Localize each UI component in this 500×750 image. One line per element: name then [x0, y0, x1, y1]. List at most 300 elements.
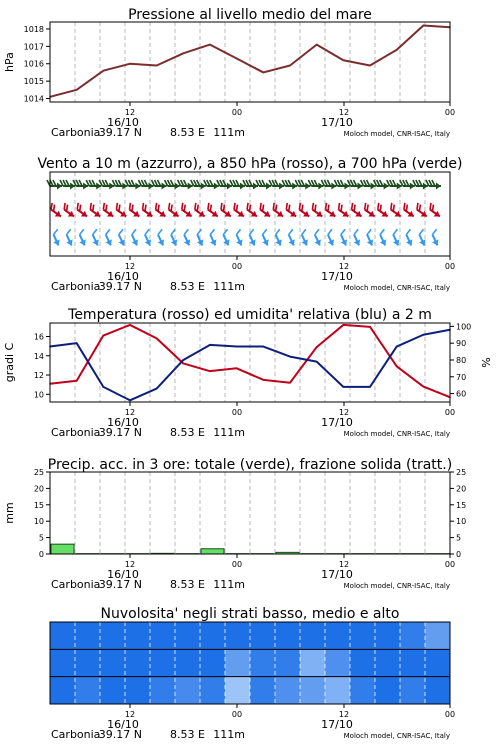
cloud-cell [175, 622, 201, 650]
wind-barb [177, 203, 195, 219]
wind-barb [399, 203, 417, 219]
barb-head [145, 239, 153, 246]
pressure-line-point [423, 25, 425, 27]
barb-head [223, 239, 231, 246]
barb-head [328, 239, 336, 246]
barb-feather [235, 229, 242, 234]
wind-barb [321, 203, 339, 219]
cloud-cell [225, 649, 251, 677]
barb-head [341, 239, 349, 246]
wind-barb [140, 229, 155, 247]
humidity-line-point [156, 388, 158, 390]
y-tick-label: 25 [456, 468, 467, 477]
y-tick-label: 20 [33, 484, 44, 494]
station-alt: 111m [213, 280, 245, 293]
barb-feather [248, 229, 255, 234]
cloud-cell [325, 677, 351, 705]
x-tick-label: 00 [444, 408, 456, 417]
station-lon: 8.53 E [170, 280, 205, 293]
barb-feather [353, 229, 360, 234]
barb-feather [131, 229, 138, 234]
day-label: 17/10 [321, 116, 353, 129]
wind-barb [86, 203, 104, 219]
pressure-line-point [396, 49, 398, 51]
wind-barb [426, 180, 441, 190]
wind-barb [47, 180, 62, 190]
cloud-cell [350, 649, 376, 677]
station-alt: 111m [213, 426, 245, 439]
cloud-cell [75, 677, 101, 705]
cloud-cell [100, 677, 126, 705]
cloud-cell [350, 622, 376, 650]
wind-barb [308, 203, 326, 219]
wind-barb [412, 203, 430, 219]
barb-feather [418, 229, 425, 234]
pressure-line-point [369, 65, 371, 67]
cloud-cell [400, 622, 426, 650]
barb-feather [340, 229, 347, 234]
station-lat: 39.17 N [98, 578, 142, 591]
wind-barb [75, 229, 90, 247]
wind-barb [256, 203, 274, 219]
cloud-cell [250, 677, 276, 705]
wind-barb [413, 180, 428, 190]
barb-feather [183, 229, 190, 234]
temperature-line-point [316, 346, 318, 348]
temperature-line-point [103, 335, 105, 337]
wind-barb [86, 180, 101, 190]
barb-head [53, 239, 61, 246]
y-tick-label: 1018 [23, 24, 44, 34]
barb-head [275, 239, 283, 246]
wind-barb [323, 229, 338, 247]
day-label: 17/10 [321, 718, 353, 731]
cloud-cell [375, 622, 401, 650]
y-tick-label: 12 [33, 371, 44, 381]
wind-barb [190, 203, 208, 219]
temperature-line-point [343, 324, 345, 326]
model-credit: Moloch model, CNR-ISAC, Italy [343, 582, 450, 590]
station-lon: 8.53 E [170, 126, 205, 139]
temperature-line-point [289, 382, 291, 384]
wind-barb [400, 180, 415, 190]
cloud-cell [275, 649, 301, 677]
day-label: 16/10 [107, 568, 139, 581]
wind-barb [125, 203, 143, 219]
day-label: 17/10 [321, 568, 353, 581]
humidity-line-point [236, 346, 238, 348]
wind-barb [361, 180, 376, 190]
temperature-line-point [369, 326, 371, 328]
temperature-line-point [209, 370, 211, 372]
wind-barb [415, 229, 430, 247]
barb-head [432, 239, 440, 246]
barb-feather [65, 229, 72, 234]
wind-barb [374, 180, 389, 190]
y-axis-label: gradi C [3, 342, 16, 383]
humidity-line-point [369, 386, 371, 388]
barb-head [79, 239, 87, 246]
station-lat: 39.17 N [98, 126, 142, 139]
station-lat: 39.17 N [98, 280, 142, 293]
wind-barb [350, 229, 365, 247]
station-lat: 39.17 N [98, 728, 142, 741]
wind-barb [127, 229, 142, 247]
y-tick-label: 0 [38, 550, 44, 559]
cloud-cell [125, 622, 151, 650]
station-lat: 39.17 N [98, 426, 142, 439]
y-tick-label: 15 [33, 500, 44, 510]
temperature-line-point [236, 367, 238, 369]
wind-barb [206, 229, 221, 247]
barb-head [236, 239, 244, 246]
pressure-line-point [209, 44, 211, 46]
barb-feather [327, 229, 334, 234]
temperature-line-point [396, 366, 398, 368]
humidity-line-point [289, 356, 291, 358]
cloud-cell [350, 677, 376, 705]
cloud-cell [425, 677, 451, 705]
barb-feather [78, 229, 85, 234]
y-tick-label: 20 [456, 484, 467, 494]
x-tick-label: 12 [124, 560, 136, 569]
barb-head [380, 239, 388, 246]
model-credit: Moloch model, CNR-ISAC, Italy [343, 732, 450, 740]
chart-title: Precip. acc. in 3 ore: totale (verde), frazione solida (tratt.) [47, 457, 453, 473]
wind-barb [191, 180, 206, 190]
wind-barb [217, 180, 232, 190]
barb-head [119, 239, 127, 246]
barb-head [158, 239, 166, 246]
model-credit: Moloch model, CNR-ISAC, Italy [343, 284, 450, 292]
wind-barb [258, 229, 273, 247]
station-name: Carbonia [51, 126, 101, 139]
wind-barb [151, 203, 169, 219]
x-tick-label: 12 [124, 408, 136, 417]
pressure-line-point [316, 44, 318, 46]
y-tick-label: 5 [38, 533, 44, 543]
wind-barb [269, 203, 287, 219]
wind-barb [49, 229, 64, 247]
y-tick-label: 80 [456, 355, 467, 365]
wind-barb [295, 203, 313, 219]
x-tick-label: 00 [444, 108, 456, 117]
cloud-cell [75, 622, 101, 650]
y-tick-label: 14 [33, 351, 44, 361]
y-tick-label: 5 [456, 533, 462, 543]
temperature-line-point [183, 363, 185, 365]
wind-barb [428, 229, 443, 247]
barb-head [132, 239, 140, 246]
cloud-cell [175, 649, 201, 677]
wind-barb [334, 203, 352, 219]
barb-feather [431, 229, 438, 234]
wind-barb [154, 229, 169, 247]
plot-frame [50, 22, 450, 102]
wind-barb [164, 203, 182, 219]
wind-barb [138, 180, 153, 190]
cloud-cell [325, 622, 351, 650]
wind-barb [282, 180, 297, 190]
day-label: 17/10 [321, 416, 353, 429]
y-axis-label: hPa [3, 52, 16, 72]
wind-barb [230, 180, 245, 190]
x-tick-label: 00 [231, 408, 243, 417]
wind-barb [60, 180, 75, 190]
x-tick-label: 12 [338, 408, 350, 417]
wind-barb [389, 229, 404, 247]
wind-barb [138, 203, 156, 219]
x-tick-label: 00 [231, 710, 243, 719]
wind-barb [230, 203, 248, 219]
day-label: 16/10 [107, 116, 139, 129]
x-tick-label: 12 [124, 262, 136, 271]
wind-barb [152, 180, 167, 190]
station-name: Carbonia [51, 728, 101, 741]
temperature-line-point [129, 324, 131, 326]
wind-barb [180, 229, 195, 247]
cloud-cell [100, 622, 126, 650]
barb-head [315, 239, 323, 246]
y-tick-label: 90 [456, 339, 467, 349]
cloud-cell [300, 677, 326, 705]
temperature-line-point [76, 380, 78, 382]
y-tick-label: 10 [456, 517, 467, 527]
pressure-line-point [343, 59, 345, 61]
cloud-cell [300, 649, 326, 677]
humidity-line-point [263, 346, 265, 348]
wind-barb [387, 180, 402, 190]
cloud-cell [100, 649, 126, 677]
cloud-cell [325, 649, 351, 677]
y-tick-label: 25 [33, 468, 44, 477]
humidity-line-point [316, 361, 318, 363]
wind-barb [402, 229, 417, 247]
wind-barb [88, 229, 103, 247]
barb-head [210, 239, 218, 246]
cloud-cell [150, 622, 176, 650]
barb-feather [392, 229, 399, 234]
wind-barb [99, 203, 117, 219]
precip-bar [51, 544, 74, 554]
cloud-cell [275, 622, 301, 650]
station-lon: 8.53 E [170, 426, 205, 439]
wind-barb [101, 229, 116, 247]
cloud-cell [225, 677, 251, 705]
x-tick-label: 00 [444, 262, 456, 271]
x-tick-label: 00 [231, 262, 243, 271]
wind-barb [282, 203, 300, 219]
cloud-cell [375, 649, 401, 677]
y-tick-label: 16 [33, 332, 44, 342]
barb-feather [104, 229, 111, 234]
wind-barb [284, 229, 299, 247]
day-label: 16/10 [107, 270, 139, 283]
barb-feather [287, 229, 294, 234]
y-tick-label: 15 [456, 500, 467, 510]
station-name: Carbonia [51, 426, 101, 439]
barb-feather [196, 229, 203, 234]
cloud-cell [50, 649, 76, 677]
wind-barb [334, 180, 349, 190]
barb-head [436, 183, 441, 190]
chart-title: Pressione al livello medio del mare [128, 7, 372, 23]
wind-barb [308, 180, 323, 190]
x-tick-label: 00 [231, 560, 243, 569]
chart-title: Temperatura (rosso) ed umidita' relativa (blu) a 2 m [68, 307, 432, 323]
wind-barb [256, 180, 271, 190]
barb-head [406, 239, 414, 246]
pressure-line-point [156, 65, 158, 67]
cloud-cell [425, 649, 451, 677]
day-label: 16/10 [107, 416, 139, 429]
station-name: Carbonia [51, 280, 101, 293]
cloud-cover-chart [50, 606, 455, 741]
wind-barb [112, 203, 130, 219]
temperature-line-point [423, 386, 425, 388]
cloud-cell [200, 677, 226, 705]
temperature-humidity-chart [3, 307, 493, 439]
precipitation-chart [3, 457, 466, 591]
humidity-line-point [183, 359, 185, 361]
barb-feather [144, 229, 151, 234]
cloud-cell [375, 677, 401, 705]
barb-head [66, 239, 74, 246]
cloud-cell [125, 677, 151, 705]
wind-barb [219, 229, 234, 247]
station-alt: 111m [213, 126, 245, 139]
barb-head [249, 239, 257, 246]
barb-head [262, 239, 270, 246]
chart-title: Vento a 10 m (azzurro), a 850 hPa (rosso), a 700 hPa (verde) [37, 156, 463, 172]
wind-barb [99, 180, 114, 190]
wind-barb [243, 203, 261, 219]
wind-barb [165, 180, 180, 190]
y-tick-label: 10 [33, 517, 44, 527]
x-tick-label: 12 [124, 108, 136, 117]
wind-barb [295, 180, 310, 190]
wind-barb [204, 180, 219, 190]
pressure-line-point [236, 58, 238, 60]
wind-barb [232, 229, 247, 247]
cloud-cell [425, 622, 451, 650]
cloud-cell [275, 677, 301, 705]
cloud-cell [150, 677, 176, 705]
barb-head [367, 239, 375, 246]
humidity-line-point [343, 386, 345, 388]
humidity-line-point [76, 342, 78, 344]
pressure-line-point [129, 63, 131, 65]
barb-head [302, 239, 310, 246]
wind-barb [167, 229, 182, 247]
cloud-cell [50, 677, 76, 705]
pressure-line-point [263, 72, 265, 74]
pressure-line-point [289, 65, 291, 67]
temperature-line-point [263, 379, 265, 381]
cloud-cell [400, 677, 426, 705]
barb-head [288, 239, 296, 246]
barb-head [354, 239, 362, 246]
station-lon: 8.53 E [170, 728, 205, 741]
wind-barb [386, 203, 404, 219]
wind-barb [336, 229, 351, 247]
model-credit: Moloch model, CNR-ISAC, Italy [343, 130, 450, 138]
y-tick-label: 70 [456, 372, 467, 382]
barb-head [197, 239, 205, 246]
wind-chart [37, 156, 462, 293]
barb-head [106, 239, 114, 246]
station-alt: 111m [213, 728, 245, 741]
barb-feather [300, 229, 307, 234]
humidity-line-point [103, 386, 105, 388]
y-tick-label: 10 [33, 390, 44, 400]
barb-feather [379, 229, 386, 234]
y-tick-label: 0 [456, 550, 462, 559]
y-tick-label: 60 [456, 389, 467, 399]
wind-barb [376, 229, 391, 247]
cloud-cell [175, 677, 201, 705]
cloud-cell [50, 622, 76, 650]
barb-feather [314, 229, 321, 234]
station-alt: 111m [213, 578, 245, 591]
wind-barb [47, 203, 65, 219]
humidity-line-point [396, 346, 398, 348]
humidity-line-point [129, 400, 131, 402]
wind-barb [271, 229, 286, 247]
barb-feather [157, 229, 164, 234]
wind-barb [125, 180, 140, 190]
wind-barb [373, 203, 391, 219]
barb-feather [366, 229, 373, 234]
cloud-cell [300, 622, 326, 650]
temperature-line-point [156, 338, 158, 340]
wind-barb [426, 203, 444, 219]
barb-head [419, 239, 427, 246]
pressure-line-point [76, 89, 78, 91]
precip-bar [201, 549, 224, 554]
barb-head [184, 239, 192, 246]
x-tick-label: 00 [231, 108, 243, 117]
y-tick-label: 1014 [23, 94, 44, 104]
y-axis-label: % [480, 357, 493, 368]
cloud-cell [250, 649, 276, 677]
x-tick-label: 12 [338, 262, 350, 271]
cloud-cell [200, 649, 226, 677]
x-tick-label: 12 [338, 108, 350, 117]
cloud-cell [75, 649, 101, 677]
y-tick-label: 1015 [23, 77, 44, 87]
barb-feather [405, 229, 412, 234]
cloud-cell [400, 649, 426, 677]
barb-feather [118, 229, 125, 234]
y-tick-label: 100 [456, 322, 472, 332]
wind-barb [203, 203, 221, 219]
chart-title: Nuvolosita' negli strati basso, medio e alto [100, 606, 400, 622]
y-tick-label: 1016 [23, 59, 44, 69]
x-tick-label: 00 [444, 560, 456, 569]
barb-feather [91, 229, 98, 234]
pressure-line-point [183, 53, 185, 55]
cloud-cell [225, 622, 251, 650]
x-tick-label: 12 [124, 710, 136, 719]
wind-barb [269, 180, 284, 190]
day-label: 17/10 [321, 270, 353, 283]
barb-feather [52, 229, 59, 234]
barb-feather [261, 229, 268, 234]
cloud-cell [200, 622, 226, 650]
cloud-cell [250, 622, 276, 650]
humidity-line-point [209, 344, 211, 346]
